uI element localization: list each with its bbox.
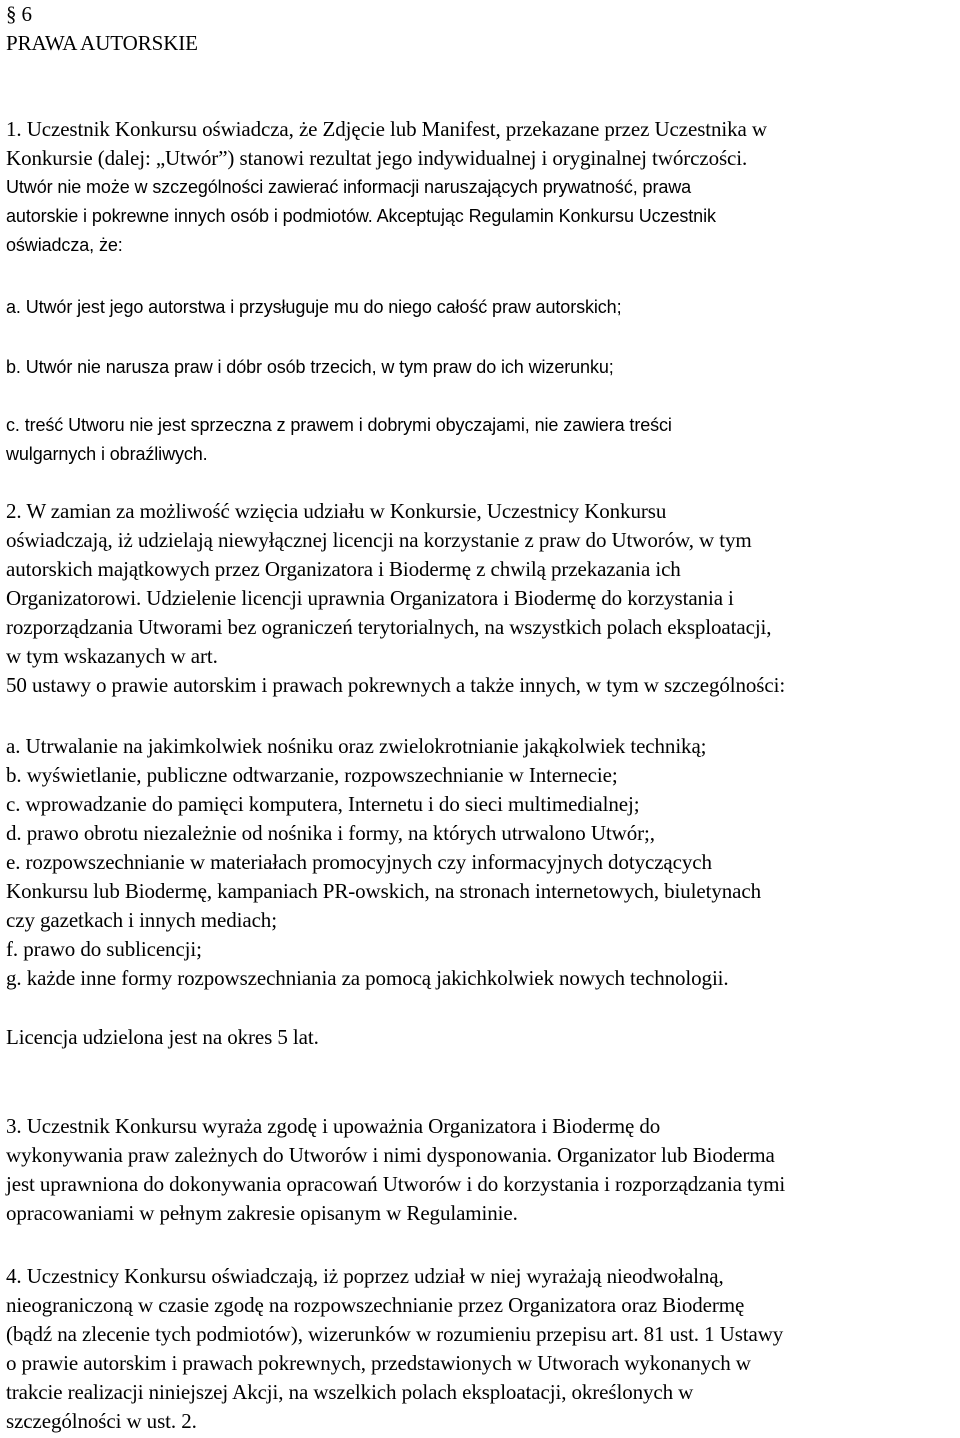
list-item: c. treść Utworu nie jest sprzeczna z prawem i dobrymi obyczajami, nie zawiera treści wulgarnych i obraźliwych. <box>6 415 672 464</box>
paragraph-line: wykonywania praw zależnych do Utworów i nimi dysponowania. Organizator lub Bioderma <box>6 1143 775 1167</box>
paragraph-2 <box>6 497 785 700</box>
paragraph-line: w tym wskazanych w art. <box>6 644 218 668</box>
paragraph-line: 2. W zamian za możliwość wzięcia udziału w Konkursie, Uczestnicy Konkursu <box>6 499 667 523</box>
list-item: Konkursu lub Biodermę, kampaniach PR-owskich, na stronach internetowych, biuletynach <box>6 879 762 903</box>
paragraph-line: o prawie autorskim i prawach pokrewnych, przedstawionych w Utworach wykonanych w <box>6 1351 751 1375</box>
list-item: g. każde inne formy rozpowszechniania za pomocą jakichkolwiek nowych technologii. <box>6 966 729 990</box>
paragraph-line: oświadczają, iż udzielają niewyłącznej licencji na korzystanie z praw do Utworów, w tym <box>6 528 752 552</box>
list-item: b. Utwór nie narusza praw i dóbr osób trzecich, w tym praw do ich wizerunku; <box>6 357 614 377</box>
paragraph-1 <box>6 115 767 173</box>
paragraph-line: opracowaniami w pełnym zakresie opisanym w Regulaminie. <box>6 1201 518 1225</box>
section-mark: § 6 <box>6 2 32 26</box>
list-item: czy gazetkach i innych mediach; <box>6 908 277 932</box>
list-item: a. Utwór jest jego autorstwa i przysługuje mu do niego całość praw autorskich; <box>6 297 622 317</box>
paragraph-line: trakcie realizacji niniejszej Akcji, na wszelkich polach eksploatacji, określonych w <box>6 1380 694 1404</box>
section-header <box>6 0 198 58</box>
license-note: Licencja udzielona jest na okres 5 lat. <box>6 1025 319 1049</box>
paragraph-line: Konkursie (dalej: „Utwór”) stanowi rezultat jego indywidualnej i oryginalnej twórczości. <box>6 146 748 170</box>
paragraph-line: 3. Uczestnik Konkursu wyraża zgodę i upoważnia Organizatora i Biodermę do <box>6 1114 661 1138</box>
list-item: b. wyświetlanie, publiczne odtwarzanie, rozpowszechnianie w Internecie; <box>6 763 618 787</box>
paragraph-line: autorskie i pokrewne innych osób i podmiotów. Akceptując Regulamin Konkursu Uczestnik <box>6 206 716 226</box>
paragraph-line: rozporządzania Utworami bez ograniczeń terytorialnych, na wszystkich polach eksploatacji, <box>6 615 772 639</box>
list-item: f. prawo do sublicencji; <box>6 937 202 961</box>
paragraph-line: 4. Uczestnicy Konkursu oświadczają, iż poprzez udział w niej wyrażają nieodwołalną, <box>6 1264 724 1288</box>
list-item: d. prawo obrotu niezależnie od nośnika i formy, na których utrwalono Utwór;, <box>6 821 655 845</box>
section-title: PRAWA AUTORSKIE <box>6 31 198 55</box>
paragraph-line: 50 ustawy o prawie autorskim i prawach pokrewnych a także innych, w tym w szczególności: <box>6 673 786 697</box>
paragraph-line: jest uprawniona do dokonywania opracowań Utworów i do korzystania i rozporządzania tymi <box>6 1172 786 1196</box>
paragraph-line: nieograniczoną w czasie zgodę na rozpowszechnianie przez Organizatora oraz Biodermę <box>6 1293 745 1317</box>
paragraph-line: autorskich majątkowych przez Organizatora i Biodermę z chwilą przekazania ich <box>6 557 681 581</box>
paragraph-3 <box>6 1112 785 1228</box>
paragraph-4 <box>6 1262 783 1436</box>
list-item: c. wprowadzanie do pamięci komputera, Internetu i do sieci multimedialnej; <box>6 792 640 816</box>
list-item: a. Utrwalanie na jakimkolwiek nośniku oraz zwielokrotnianie jakąkolwiek techniką; <box>6 734 707 758</box>
paragraph-line: szczególności w ust. 2. <box>6 1409 197 1433</box>
usage-list <box>6 732 761 993</box>
paragraph-1-cont <box>6 173 716 260</box>
paragraph-line: (bądź na zlecenie tych podmiotów), wizerunków w rozumieniu przepisu art. 81 ust. 1 Ustawy <box>6 1322 784 1346</box>
paragraph-line: 1. Uczestnik Konkursu oświadcza, że Zdjęcie lub Manifest, przekazane przez Uczestnika w <box>6 117 767 141</box>
paragraph-line: oświadcza, że: <box>6 235 123 255</box>
paragraph-line: Organizatorowi. Udzielenie licencji uprawnia Organizatora i Biodermę do korzystania i <box>6 586 734 610</box>
list-item: e. rozpowszechnianie w materiałach promocyjnych czy informacyjnych dotyczących <box>6 850 712 874</box>
paragraph-line: Utwór nie może w szczególności zawierać informacji naruszających prywatność, prawa <box>6 177 692 197</box>
